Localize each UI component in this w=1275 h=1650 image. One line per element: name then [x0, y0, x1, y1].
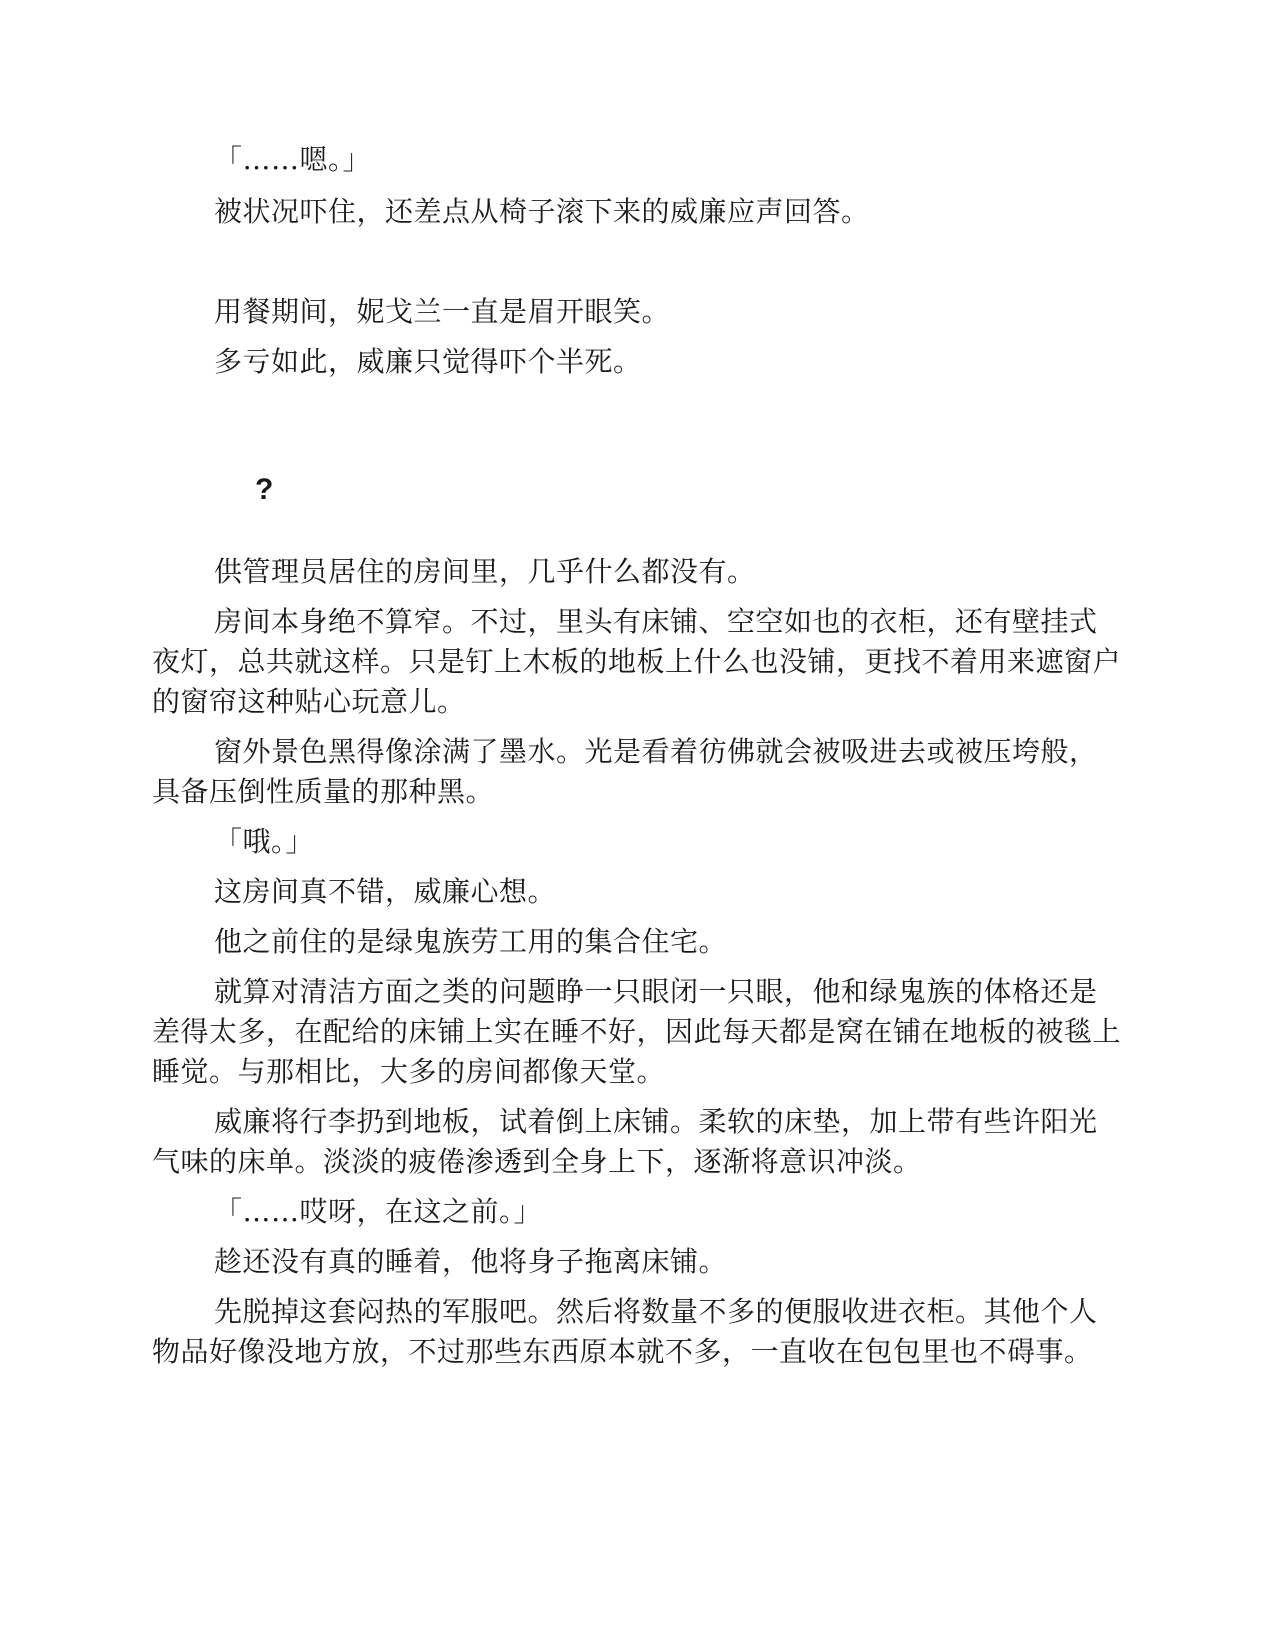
paragraph-10: 他之前住的是绿鬼族劳工用的集合住宅。 — [214, 925, 728, 958]
paragraph-9: 这房间真不错，威廉心想。 — [214, 875, 557, 908]
paragraph-4: 多亏如此，威廉只觉得吓个半死。 — [214, 345, 642, 378]
paragraph-dialogue-13: 「……哎呀，在这之前。」 — [214, 1195, 543, 1228]
paragraph-14: 趁还没有真的睡着，他将身子拖离床铺。 — [214, 1245, 728, 1278]
paragraph-15: 先脱掉这套闷热的军服吧。然后将数量不多的便服收进衣柜。其他个人物品好像没地方放，不过那些东西原本就不多，一直收在包包里也不碍事。 — [152, 1295, 1098, 1368]
paragraph-5: 供管理员居住的房间里，几乎什么都没有。 — [214, 555, 756, 588]
paragraph-2: 被状况吓住，还差点从椅子滚下来的威廉应声回答。 — [214, 195, 870, 228]
paragraph-dialogue-8: 「哦。」 — [214, 825, 315, 858]
paragraph-6: 房间本身绝不算窄。不过，里头有床铺、空空如也的衣柜，还有壁挂式夜灯，总共就这样。只是钉上木板的地板上什么也没铺，更找不着用来遮窗户的窗帘这种贴心玩意儿。 — [152, 605, 1122, 718]
paragraph-dialogue-1: 「……嗯。」 — [214, 143, 372, 176]
section-separator: ? — [255, 473, 274, 506]
paragraph-3: 用餐期间，妮戈兰一直是眉开眼笑。 — [214, 295, 671, 328]
paragraph-12: 威廉将行李扔到地板，试着倒上床铺。柔软的床垫，加上带有些许阳光气味的床单。淡淡的疲倦渗透到全身上下，逐渐将意识冲淡。 — [152, 1105, 1098, 1178]
paragraph-7: 窗外景色黑得像涂满了墨水。光是看着彷佛就会被吸进去或被压垮般，具备压倒性质量的那种黑。 — [152, 735, 1098, 808]
paragraph-11: 就算对清洁方面之类的问题睁一只眼闭一只眼，他和绿鬼族的体格还是差得太多，在配给的床铺上实在睡不好，因此每天都是窝在铺在地板的被毯上睡觉。与那相比，大多的房间都像天堂。 — [152, 975, 1122, 1088]
